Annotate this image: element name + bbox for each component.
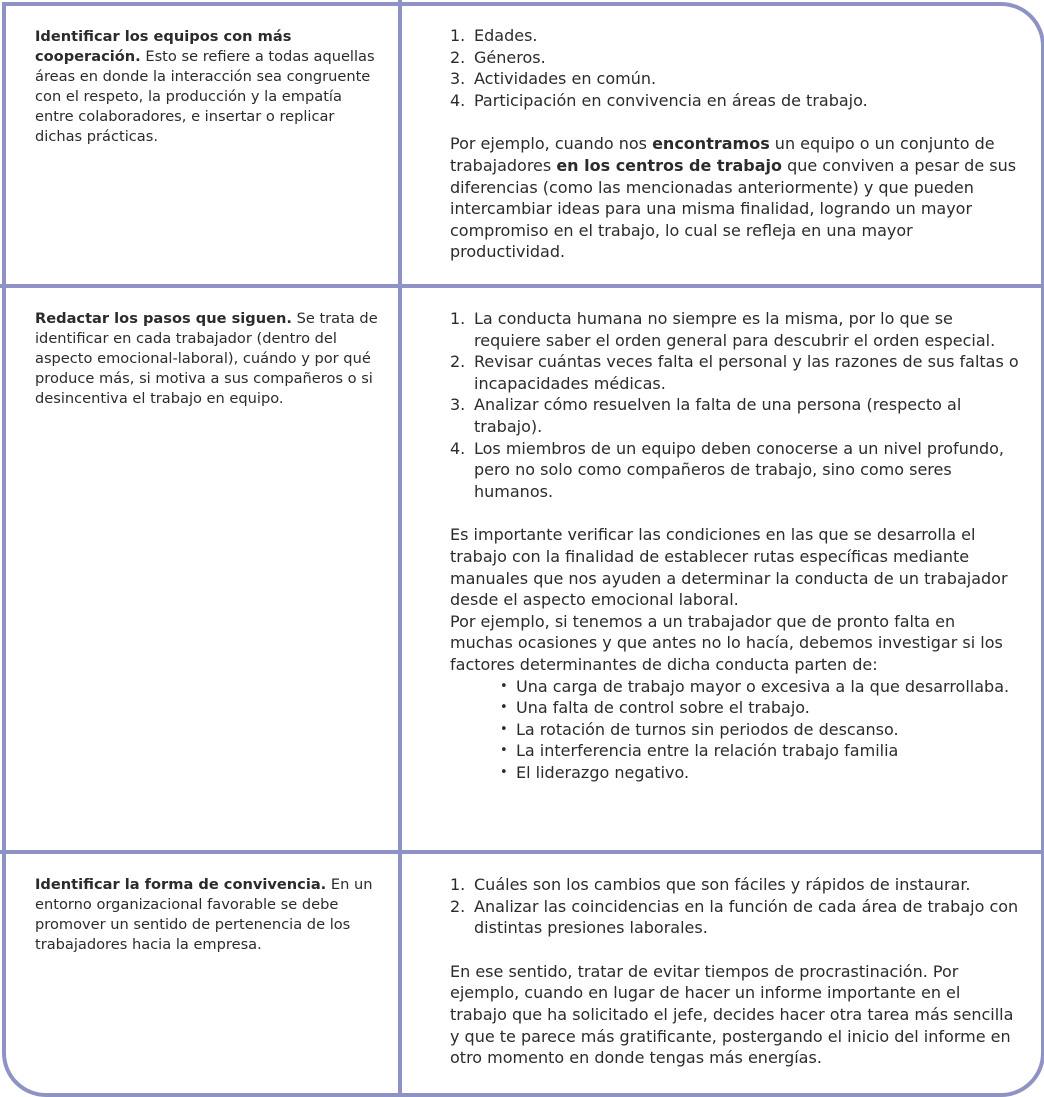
row-divider-2	[0, 850, 1044, 854]
row-1-content	[450, 25, 1020, 263]
row-3-list	[450, 874, 1020, 939]
list-item: 3. Analizar cómo resuelven la falta de una persona (respecto al trabajo).	[450, 395, 962, 436]
list-item: 3. Actividades en común.	[450, 69, 657, 89]
bullet-item: • La rotación de turnos sin periodos de descanso.	[500, 719, 899, 739]
row-2-paragraph-1: Es importante verificar las condiciones en las que se desarrolla el trabajo con la finalidad de establecer rutas específicas mediante manuales que nos ayuden a determinar la conducta de un trabajador desde el aspecto emocional laboral.	[450, 525, 1008, 610]
list-item: 4. Participación en convivencia en áreas de trabajo.	[450, 90, 868, 110]
row-1-title: Identificar los equipos con más cooperación.	[35, 28, 292, 65]
row-1-list	[450, 25, 1020, 111]
row-2-list	[450, 308, 1020, 502]
row-1-text: Esto se refiere a todas aquellas áreas en donde la interacción sea congruente con el respeto, la producción y la empatía entre colaboradores, e insertar o replicar dichas prácticas.	[35, 48, 375, 145]
bullet-item: • Una falta de control sobre el trabajo.	[500, 698, 810, 718]
list-item: 4. Los miembros de un equipo deben conocerse a un nivel profundo, pero no solo como compañeros de trabajo, sino como seres humanos.	[450, 438, 1004, 501]
row-2-content	[450, 308, 1020, 783]
list-item: 2. Géneros.	[450, 47, 546, 67]
row-3-title: Identificar la forma de convivencia.	[35, 876, 327, 893]
list-item: 2. Revisar cuántas veces falta el personal y las razones de sus faltas o incapacidades médicas.	[450, 352, 1019, 393]
row-2-description	[35, 309, 380, 409]
row-2-paragraph-2: Por ejemplo, si tenemos a un trabajador que de pronto falta en muchas ocasiones y que antes no lo hacía, debemos investigar si los factores determinantes de dicha conducta parten de:	[450, 611, 1003, 674]
bullet-item: • La interferencia entre la relación trabajo familia	[500, 741, 899, 761]
row-3-text: En un entorno organizacional favorable se debe promover un sentido de pertenencia de los trabajadores hacia la empresa.	[35, 876, 373, 953]
list-item: 2. Analizar las coincidencias en la función de cada área de trabajo con distintas presiones laborales.	[450, 896, 1019, 938]
row-3-content	[450, 874, 1020, 1069]
row-1-description	[35, 27, 380, 147]
row-3-description	[35, 875, 380, 955]
row-1-paragraph: Por ejemplo, cuando nos encontramos un equipo o un conjunto de trabajadores en los centros de trabajo que conviven a pesar de sus diferencias (como las mencionadas anteriormente) y que pueden intercambiar ideas para una misma finalidad, logrando un mayor compromiso en el trabajo, lo cual se refleja en una mayor productividad.	[450, 134, 1017, 262]
column-divider	[398, 0, 402, 1096]
row-2-text: Se trata de identificar en cada trabajador (dentro del aspecto emocional-laboral), cuándo y por qué produce más, si motiva a sus compañeros o si desincentiva el trabajo en equipo.	[35, 310, 378, 407]
list-item: 1. Cuáles son los cambios que son fáciles y rápidos de instaurar.	[450, 875, 971, 894]
bullet-item: • El liderazgo negativo.	[500, 762, 690, 782]
bullet-item: • Una carga de trabajo mayor o excesiva a la que desarrollaba.	[500, 676, 1010, 696]
row-3-paragraph: En ese sentido, tratar de evitar tiempos de procrastinación. Por ejemplo, cuando en lugar de hacer un informe importante en el trabajo que ha solicitado el jefe, decides hacer otra tarea más sencilla y que te parece más gratificante, postergando el inicio del informe en otro momento en donde tengas más energías.	[450, 961, 1014, 1068]
list-item: 1. La conducta humana no siempre es la misma, por lo que se requiere saber el orden general para descubrir el orden especial.	[450, 309, 996, 350]
row-2-title: Redactar los pasos que siguen.	[35, 310, 292, 327]
row-2-bullets	[500, 676, 1020, 784]
list-item: 1. Edades.	[450, 26, 538, 45]
row-divider-1	[0, 284, 1044, 288]
